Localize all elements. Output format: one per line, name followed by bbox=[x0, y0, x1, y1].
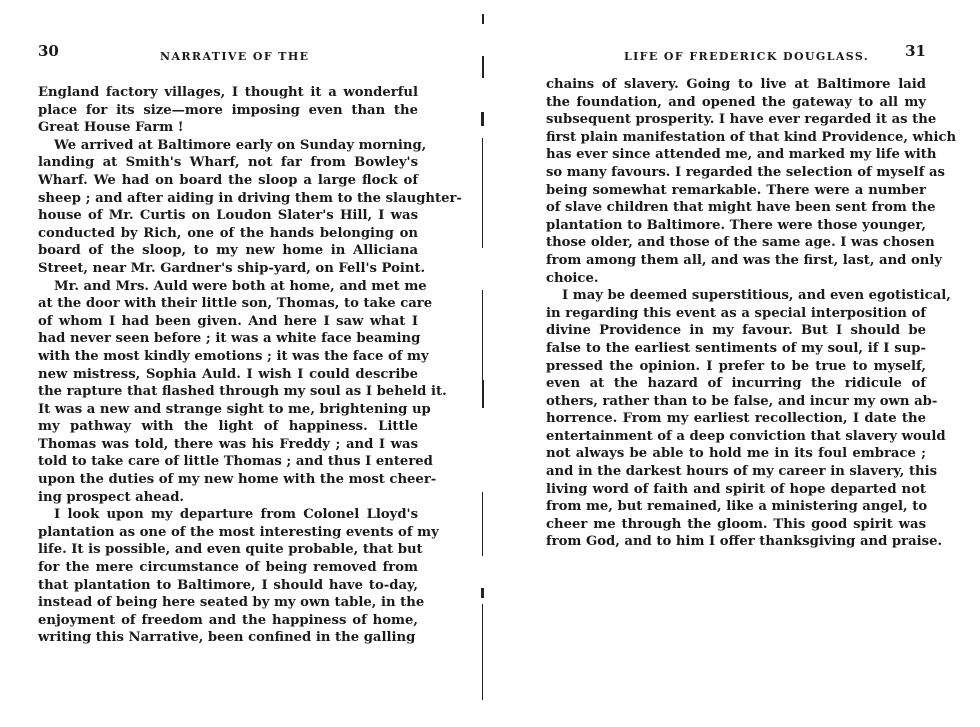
text-line: the foundation, and opened the gateway to all my bbox=[546, 94, 926, 110]
text-line: being somewhat remarkable. There were a number bbox=[546, 182, 926, 198]
text-line: from among them all, and was the first, last, and only bbox=[546, 252, 943, 268]
text-line: horrence. From my earliest recollection, I date the bbox=[546, 411, 926, 427]
text-line: England factory villages, I thought it a wonderful bbox=[38, 85, 418, 100]
text-line: landing at Smith's Wharf, not far from Bowley's bbox=[38, 155, 418, 171]
text-line: even at the hazard of incurring the ridicule of bbox=[546, 376, 926, 392]
text-line: has ever since attended me, and marked my life with bbox=[546, 147, 937, 163]
text-line: for the mere circumstance of being removed from bbox=[38, 560, 418, 576]
right-page-number: 31 bbox=[905, 42, 926, 60]
text-line: entertainment of a deep conviction that slavery would bbox=[546, 428, 946, 444]
text-line: pressed the opinion. I prefer to be true to myself, bbox=[546, 358, 926, 374]
text-line: Great House Farm ! bbox=[38, 120, 184, 136]
text-line: writing this Narrative, been confined in the galling bbox=[38, 630, 416, 646]
text-line: those older, and those of the same age. I was chosen bbox=[546, 235, 935, 251]
text-line: from God, and to him I offer thanksgiving and praise. bbox=[546, 534, 943, 550]
left-running-head: NARRATIVE OF THE bbox=[160, 50, 310, 63]
text-line: so many favours. I regarded the selection of myself as bbox=[546, 164, 945, 180]
text-line: life. It is possible, and even quite probable, that but bbox=[38, 542, 423, 558]
text-line: cheer me through the gloom. This good spirit was bbox=[546, 516, 926, 532]
text-line: house of Mr. Curtis on Loudon Slater's Hill, I was bbox=[38, 208, 418, 224]
text-line: not always be able to hold me in its foul embrace ; bbox=[546, 446, 926, 462]
text-line: had never seen before ; it was a white face beaming bbox=[38, 331, 421, 347]
text-line: conducted by Rich, one of the hands belonging on bbox=[38, 225, 418, 241]
text-line: my pathway with the light of happiness. Little bbox=[38, 419, 418, 435]
text-line: enjoyment of freedom and the happiness of home, bbox=[38, 612, 418, 628]
book-gutter bbox=[478, 0, 490, 727]
text-line: Wharf. We had on board the sloop a large flock of bbox=[38, 172, 418, 188]
text-line: Thomas was told, there was his Freddy ; and I was bbox=[38, 436, 418, 452]
left-page-header bbox=[38, 42, 418, 70]
text-line: that plantation to Baltimore, I should have to-day, bbox=[38, 577, 418, 593]
text-line: told to take care of little Thomas ; and thus I entered bbox=[38, 454, 433, 470]
text-line: I look upon my departure from Colonel Lloyd's bbox=[54, 507, 418, 523]
text-line: choice. bbox=[546, 270, 599, 286]
text-line: chains of slavery. Going to live at Baltimore laid bbox=[546, 77, 926, 92]
text-line: subsequent prosperity. I have ever regarded it as the bbox=[546, 112, 937, 128]
left-page-text bbox=[38, 84, 462, 647]
text-line: of slave children that might have been sent from the bbox=[546, 200, 936, 216]
right-page-header bbox=[546, 42, 926, 70]
text-line: with the most kindly emotions ; it was the face of my bbox=[38, 348, 429, 364]
text-line: new mistress, Sophia Auld. I wish I could describe bbox=[38, 366, 418, 382]
text-line: Street, near Mr. Gardner's ship-yard, on Fell's Point. bbox=[38, 260, 426, 276]
text-line: ing prospect ahead. bbox=[38, 489, 185, 505]
text-line: sheep ; and after aiding in driving them to the slaughter- bbox=[38, 190, 462, 206]
text-line: Mr. and Mrs. Auld were both at home, and met me bbox=[54, 278, 427, 294]
text-line: others, rather than to be false, and incur my own ab- bbox=[546, 393, 938, 409]
text-line: in regarding this event as a special interposition of bbox=[546, 305, 926, 321]
text-line: plantation as one of the most interesting events of my bbox=[38, 524, 439, 540]
text-line: living word of faith and spirit of hope departed not bbox=[546, 481, 926, 497]
text-line: It was a new and strange sight to me, brightening up bbox=[38, 401, 431, 417]
text-line: divine Providence in my favour. But I should be bbox=[546, 323, 926, 339]
text-line: first plain manifestation of that kind Providence, which bbox=[546, 129, 957, 145]
right-running-head: LIFE OF FREDERICK DOUGLASS. bbox=[624, 50, 870, 63]
text-line: false to the earliest sentiments of my soul, if I sup- bbox=[546, 340, 926, 356]
text-line: at the door with their little son, Thomas, to take care bbox=[38, 296, 433, 312]
text-line: We arrived at Baltimore early on Sunday morning, bbox=[54, 137, 427, 153]
text-line: of whom I had been given. And here I saw what I bbox=[38, 313, 418, 329]
right-page-text bbox=[546, 76, 957, 551]
left-page-number: 30 bbox=[38, 42, 59, 60]
text-line: I may be deemed superstitious, and even egotistical, bbox=[562, 288, 951, 304]
text-line: place for its size—more imposing even than the bbox=[38, 102, 418, 118]
text-line: from me, but remained, like a ministering angel, to bbox=[546, 499, 928, 515]
text-line: the rapture that flashed through my soul as I beheld it. bbox=[38, 384, 447, 400]
text-line: instead of being here seated by my own table, in the bbox=[38, 595, 425, 611]
text-line: and in the darkest hours of my career in slavery, this bbox=[546, 464, 938, 480]
text-line: board of the sloop, to my new home in Alliciana bbox=[38, 243, 418, 259]
text-line: plantation to Baltimore. There were those younger, bbox=[546, 217, 926, 233]
text-line: upon the duties of my new home with the most cheer- bbox=[38, 472, 437, 488]
